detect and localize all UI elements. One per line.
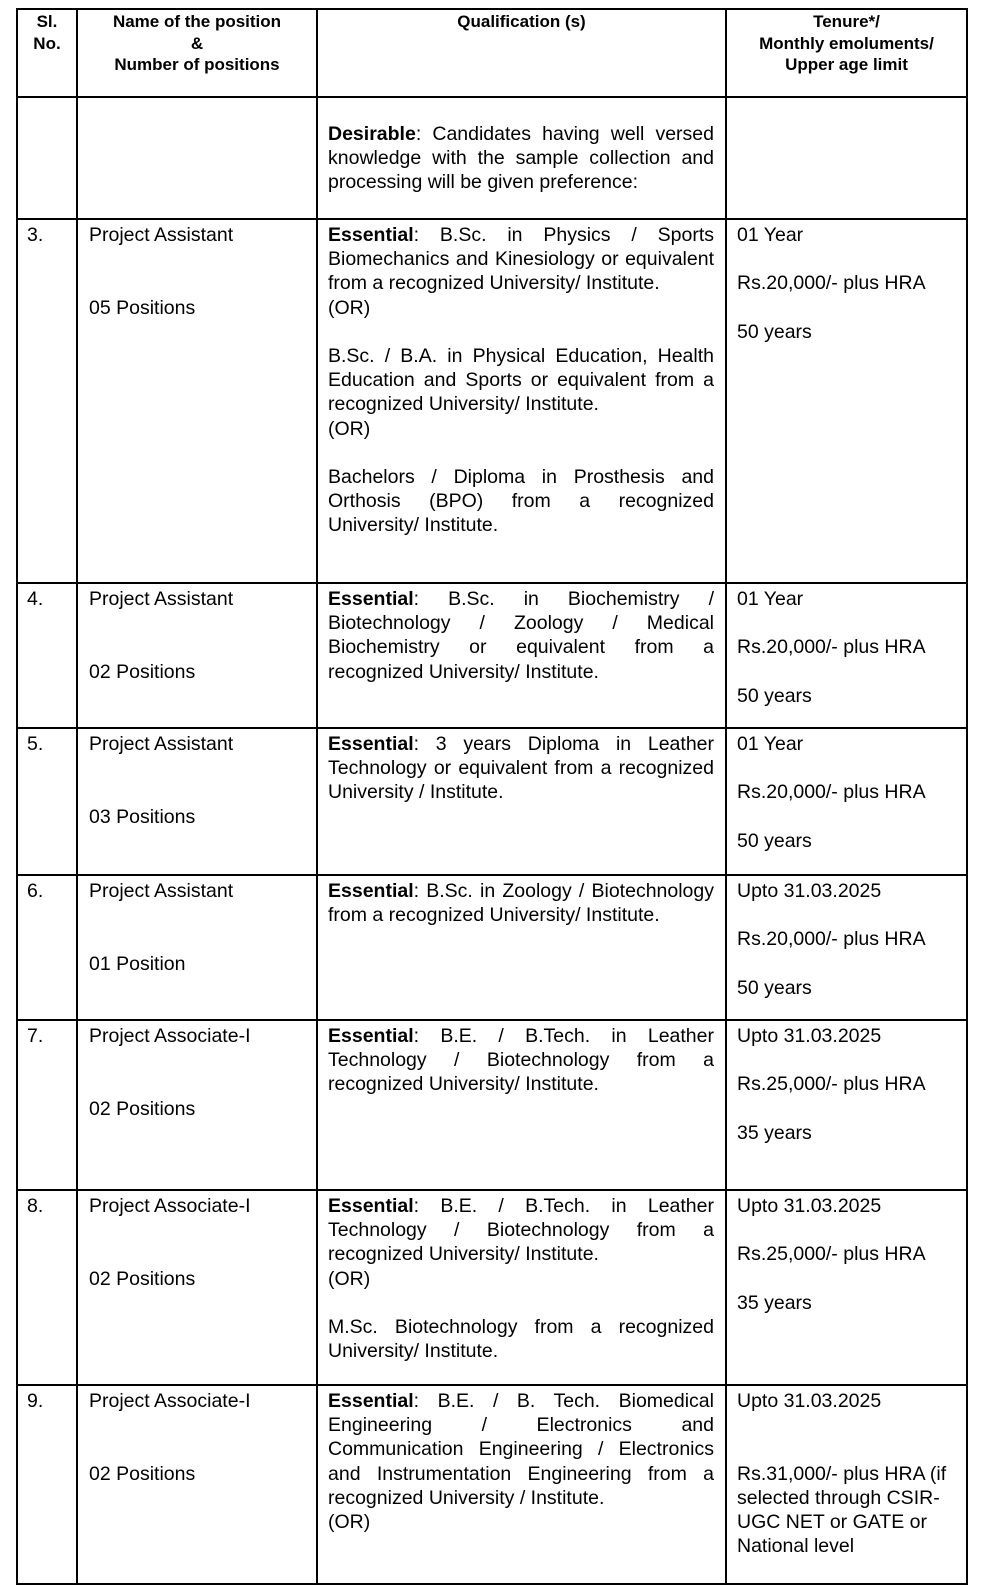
qualification-essential <box>328 223 714 296</box>
essential-label: Essential <box>328 1390 414 1412</box>
essential-text: : B.E. / B.Tech. in Leather Technology / Biotechnology from a recognized University/ Institute. <box>328 1025 714 1096</box>
qualification-or: (OR) <box>328 296 371 319</box>
essential-text: : B.Sc. in Physics / Sports Biomechanics and Kinesiology or equivalent from a recognized University/ Institute. <box>328 224 714 295</box>
emoluments-value: Rs.25,000/- plus HRA <box>737 1243 926 1266</box>
emoluments-value: Rs.20,000/- plus HRA <box>737 272 926 295</box>
qualification-essential <box>328 587 714 684</box>
sl-no-cell: 3. <box>17 219 77 583</box>
qualification-essential <box>328 879 714 927</box>
tenure-cell <box>726 875 967 1020</box>
header-position-line3: Number of positions <box>114 55 280 74</box>
desirable-label: Desirable <box>328 123 416 145</box>
continuation-row <box>17 97 967 219</box>
tenure-value: Upto 31.03.2025 <box>737 880 882 902</box>
header-position <box>77 9 317 97</box>
sl-no-cell: 6. <box>17 875 77 1020</box>
tenure-cell <box>726 583 967 728</box>
essential-text: : B.Sc. in Biochemistry / Biotechnology / Zoology / Medical Biochemistry or equivalent from a recognized University/ Institute. <box>328 588 714 683</box>
table-row <box>17 219 967 583</box>
position-cell <box>77 583 317 728</box>
tenure-cell <box>726 728 967 875</box>
qualification-cell <box>317 583 726 728</box>
age-limit-value: 35 years <box>737 1121 812 1144</box>
position-name: Project Assistant <box>89 588 234 610</box>
sl-no-cell: 7. <box>17 1020 77 1190</box>
qualification-cell <box>317 1190 726 1385</box>
document-page <box>16 8 966 1585</box>
qualification-alternative: Bachelors / Diploma in Prosthesis and Orthosis (BPO) from a recognized University/ Institute. <box>328 466 714 537</box>
tenure-value: Upto 31.03.2025 <box>737 1390 882 1412</box>
tenure-value: 01 Year <box>737 224 804 246</box>
age-limit-value: 50 years <box>737 684 812 707</box>
position-cell <box>77 728 317 875</box>
header-sl-no <box>17 9 77 97</box>
header-position-line1: Name of the position <box>112 12 282 31</box>
table-row <box>17 1385 967 1584</box>
position-name: Project Associate-I <box>89 1025 251 1047</box>
tenure-value: 01 Year <box>737 733 804 755</box>
table-header-row <box>17 9 967 97</box>
position-cell <box>77 1190 317 1385</box>
position-rows <box>17 219 967 1584</box>
table-row <box>17 728 967 875</box>
essential-label: Essential <box>328 1025 414 1047</box>
tenure-cell <box>726 1020 967 1190</box>
continuation-qualification-cell <box>317 97 726 219</box>
essential-text: : B.E. / B.Tech. in Leather Technology / Biotechnology from a recognized University/ Institute. <box>328 1195 714 1266</box>
tenure-cell <box>726 1190 967 1385</box>
qualification-essential <box>328 1024 714 1097</box>
sl-no-cell: 9. <box>17 1385 77 1584</box>
position-name: Project Associate-I <box>89 1390 251 1412</box>
essential-label: Essential <box>328 1195 414 1217</box>
header-position-line2: & <box>190 33 204 53</box>
essential-label: Essential <box>328 733 414 755</box>
qualification-or: (OR) <box>328 417 371 440</box>
qualification-or: (OR) <box>328 1511 371 1534</box>
header-qualification-text: Qualification (s) <box>457 12 586 31</box>
age-limit-value: 50 years <box>737 320 812 343</box>
qualification-cell <box>317 1385 726 1584</box>
position-name: Project Assistant <box>89 880 234 902</box>
table-row <box>17 1020 967 1190</box>
positions-table <box>16 8 968 1585</box>
table-row <box>17 583 967 728</box>
essential-label: Essential <box>328 880 414 902</box>
essential-text: : B.E. / B. Tech. Biomedical Engineering / Electronics and Communication Engineering / Electronics and Instrumentation Engineering from a recognized University / Institute. <box>328 1390 714 1509</box>
essential-label: Essential <box>328 224 414 246</box>
qualification-essential <box>328 1194 714 1267</box>
qualification-cell <box>317 219 726 583</box>
qualification-alternative: B.Sc. / B.A. in Physical Education, Health Education and Sports or equivalent from a recognized University/ Institute. <box>328 345 714 416</box>
essential-label: Essential <box>328 588 414 610</box>
tenure-value: Upto 31.03.2025 <box>737 1195 882 1217</box>
qualification-or: (OR) <box>328 1267 371 1290</box>
position-cell <box>77 875 317 1020</box>
continuation-position-cell <box>77 97 317 219</box>
tenure-cell <box>726 219 967 583</box>
position-count: 02 Positions <box>89 1462 196 1485</box>
tenure-cell <box>726 1385 967 1584</box>
age-limit-value: 35 years <box>737 1291 812 1314</box>
position-name: Project Assistant <box>89 733 234 755</box>
position-count: 02 Positions <box>89 660 196 683</box>
qualification-essential <box>328 1389 714 1510</box>
header-sl-no-line1: Sl. <box>36 12 58 31</box>
header-tenure-line3: Upper age limit <box>785 55 908 74</box>
header-tenure-line2: Monthly emoluments/ <box>759 33 934 53</box>
age-limit-value: 50 years <box>737 829 812 852</box>
position-count: 05 Positions <box>89 296 196 319</box>
continuation-sl-cell <box>17 97 77 219</box>
emoluments-value: Rs.31,000/- plus HRA (if selected through CSIR-UGC NET or GATE or National level <box>737 1462 947 1558</box>
desirable-text: : Candidates having well versed knowledge with the sample collection and processing will be given preference: <box>328 123 714 194</box>
age-limit-value: 50 years <box>737 976 812 999</box>
header-sl-no-line2: No. <box>33 33 61 53</box>
table-row <box>17 875 967 1020</box>
qualification-cell <box>317 728 726 875</box>
emoluments-value: Rs.20,000/- plus HRA <box>737 636 926 659</box>
tenure-value: 01 Year <box>737 588 804 610</box>
sl-no-cell: 4. <box>17 583 77 728</box>
position-count: 01 Position <box>89 952 186 975</box>
emoluments-value: Rs.20,000/- plus HRA <box>737 928 926 951</box>
table-row <box>17 1190 967 1385</box>
position-count: 02 Positions <box>89 1097 196 1120</box>
essential-text: : 3 years Diploma in Leather Technology or equivalent from a recognized University / Institute. <box>328 733 714 804</box>
qualification-alternative: M.Sc. Biotechnology from a recognized University/ Institute. <box>328 1316 714 1363</box>
header-tenure-line1: Tenure*/ <box>813 12 880 31</box>
position-cell <box>77 1385 317 1584</box>
position-count: 03 Positions <box>89 805 196 828</box>
emoluments-value: Rs.20,000/- plus HRA <box>737 781 926 804</box>
sl-no-cell: 8. <box>17 1190 77 1385</box>
emoluments-value: Rs.25,000/- plus HRA <box>737 1073 926 1096</box>
position-name: Project Assistant <box>89 224 234 246</box>
position-name: Project Associate-I <box>89 1195 251 1217</box>
position-cell <box>77 219 317 583</box>
qualification-cell <box>317 1020 726 1190</box>
qualification-cell <box>317 875 726 1020</box>
essential-text: : B.Sc. in Zoology / Biotechnology from a recognized University/ Institute. <box>328 880 714 927</box>
continuation-tenure-cell <box>726 97 967 219</box>
header-qualification <box>317 9 726 97</box>
position-cell <box>77 1020 317 1190</box>
sl-no-cell: 5. <box>17 728 77 875</box>
position-count: 02 Positions <box>89 1267 196 1290</box>
qualification-essential <box>328 732 714 805</box>
header-tenure <box>726 9 967 97</box>
tenure-value: Upto 31.03.2025 <box>737 1025 882 1047</box>
